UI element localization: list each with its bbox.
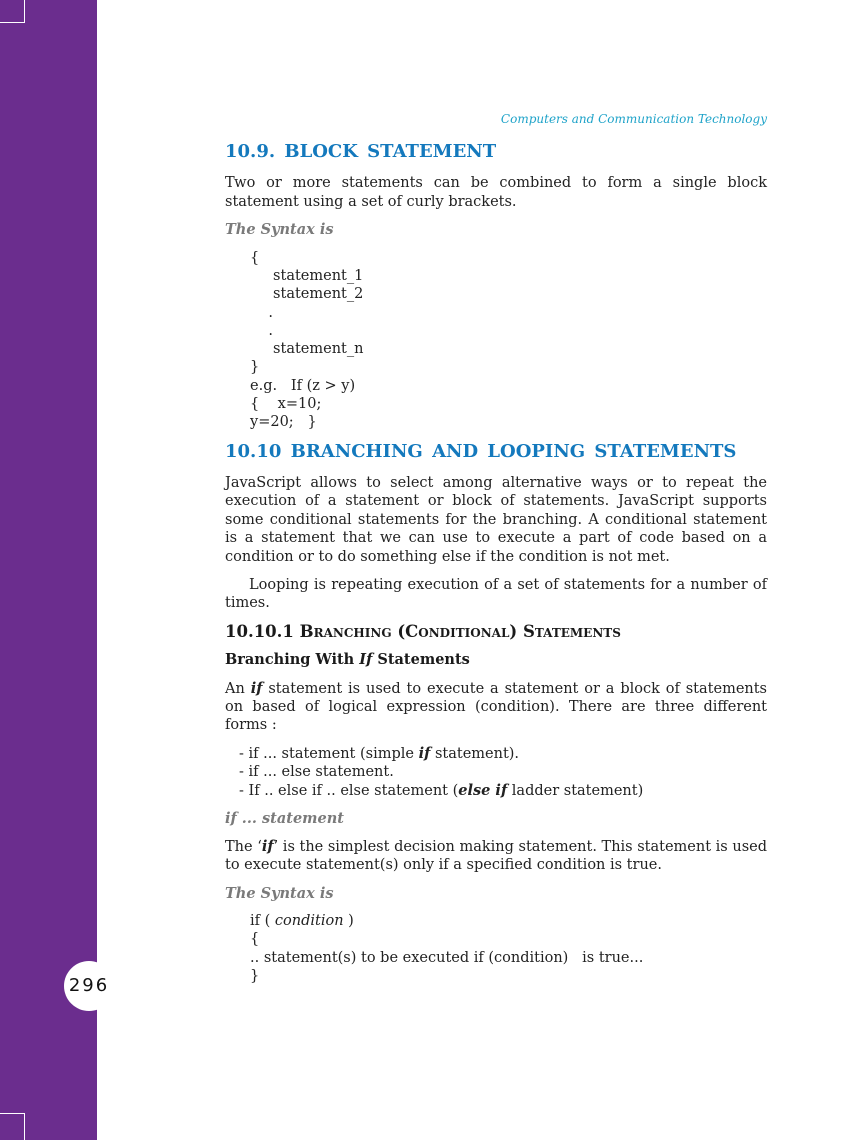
code-run: ): [343, 913, 354, 929]
list-item: [239, 782, 767, 801]
paragraph: [225, 838, 767, 875]
code-block: [225, 912, 767, 985]
code-line: .: [250, 304, 274, 321]
section-heading-10-10: 10.10 BRANCHING AND LOOPING STATEMENTS: [225, 440, 737, 462]
code-block: [225, 249, 767, 432]
page-number: 296: [64, 961, 114, 1011]
paragraph: Two or more statements can be combined to form a single block statement using a set of curly brackets.: [225, 175, 767, 210]
code-line: statement_1: [250, 267, 364, 284]
forms-list: [225, 745, 767, 801]
text-run: ’ is the simplest decision making statement. This statement is used to execute statement(s) only if a specified condition is true.: [225, 838, 768, 874]
syntax-label: The Syntax is: [225, 221, 334, 239]
text-run: statement).: [430, 745, 520, 762]
code-line: .: [250, 322, 274, 339]
paragraph: Looping is repeating execution of a set of statements for a number of times.: [225, 577, 767, 612]
code-line: }: [250, 967, 260, 984]
text-run: - If .. else if .. else statement (: [239, 782, 459, 799]
code-run: condition: [274, 913, 344, 929]
text-run: The ‘: [225, 838, 262, 855]
code-line: y=20; }: [250, 414, 317, 431]
crop-mark-top: [0, 0, 25, 23]
page-content: [225, 143, 767, 996]
subheading: [225, 651, 767, 669]
code-line: {: [250, 249, 260, 266]
section-title-part: ) Statements: [509, 621, 621, 641]
section-number: 10.10.1: [225, 621, 294, 641]
paragraph: [225, 680, 767, 735]
if-statement-label: if ... statement: [225, 810, 344, 828]
code-line: [250, 912, 767, 930]
code-line: { x=10;: [250, 396, 322, 412]
keyword: else if: [458, 781, 508, 799]
text-run: statement is used to execute a statement or a block of statements on based of logical expression (condition). There are three different forms :: [225, 680, 768, 734]
subheading-part: If: [359, 651, 373, 669]
crop-mark-bottom: [0, 1113, 25, 1141]
text-run: - if ... statement (simple: [239, 745, 419, 762]
keyword: if: [418, 744, 431, 762]
keyword: if: [250, 679, 263, 697]
code-line: {: [250, 931, 260, 948]
section-title-part: Conditional: [405, 621, 510, 641]
section-title-part: Branching (: [299, 621, 406, 641]
code-run: if (: [250, 913, 275, 929]
keyword: if: [261, 837, 274, 855]
running-head: Computers and Communication Technology: [500, 112, 767, 126]
code-line: e.g. If (z > y): [250, 377, 356, 394]
section-heading-10-10-1: [225, 623, 767, 641]
list-item: - if ... else statement.: [239, 764, 394, 781]
code-line: statement_2: [250, 286, 364, 303]
code-line: statement_n: [250, 341, 364, 358]
code-line: .. statement(s) to be executed if (condition) is true...: [250, 949, 644, 966]
text-run: ladder statement): [507, 782, 644, 799]
subheading-part: Statements: [372, 651, 470, 669]
paragraph: JavaScript allows to select among alternative ways or to repeat the execution of a statement or block of statements. JavaScript supports some conditional statements for the branching. A conditional statement is a statement that we can use to execute a part of code based on a condition or to do something else if the condition is not met.: [225, 475, 767, 565]
list-item: [239, 745, 767, 764]
section-heading-10-9: 10.9. BLOCK STATEMENT: [225, 141, 497, 162]
text-run: An: [225, 680, 251, 697]
code-line: }: [250, 359, 260, 376]
syntax-label: The Syntax is: [225, 884, 334, 902]
subheading-part: Branching With: [225, 651, 360, 669]
